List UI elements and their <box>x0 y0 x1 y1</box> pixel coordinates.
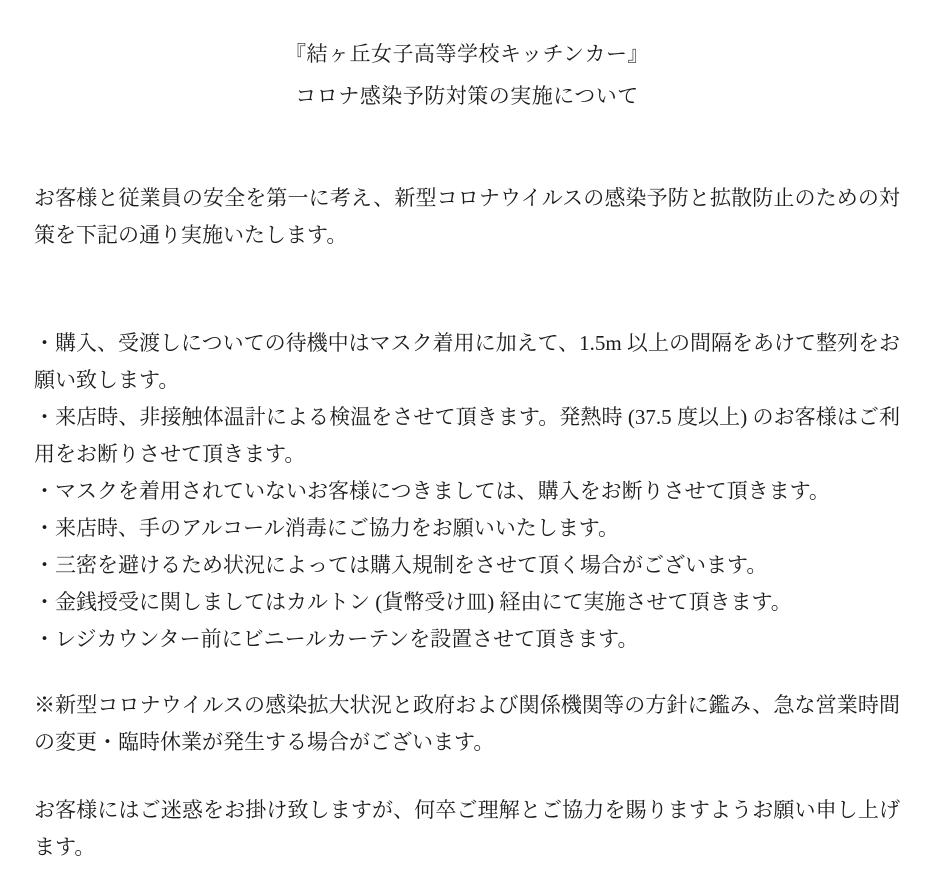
closing-paragraph: お客様にはご迷惑をお掛け致しますが、何卒ご理解とご協力を賜りますようお願い申し上げます。 <box>34 798 900 859</box>
measure-item-vinyl-curtain: ・レジカウンター前にビニールカーテンを設置させて頂きます。 <box>34 627 639 651</box>
measure-item-temperature-check: ・来店時、非接触体温計による検温をさせて頂きます。発熱時 (37.5 度以上) のお客様はご利用をお断りさせて頂きます。 <box>34 405 900 466</box>
title-line-1: 『結ヶ丘女子高等学校キッチンカー』 <box>284 42 650 66</box>
measure-item-cash-tray: ・金銭授受に関しましてはカルトン (貨幣受け皿) 経由にて実施させて頂きます。 <box>34 590 792 614</box>
document-title <box>34 0 900 117</box>
notice-paragraph: ※新型コロナウイルスの感染拡大状況と政府および関係機関等の方針に鑑み、急な営業時間の変更・臨時休業が発生する場合がございます。 <box>34 693 900 754</box>
measure-item-mask-required: ・マスクを着用されていないお客様につきましては、購入をお断りさせて頂きます。 <box>34 479 830 503</box>
title-line-2: コロナ感染予防対策の実施について <box>295 84 639 108</box>
measures-list <box>34 325 900 658</box>
measure-item-purchase-limit: ・三密を避けるため状況によっては購入規制をさせて頂く場合がございます。 <box>34 553 768 577</box>
intro-paragraph: お客様と従業員の安全を第一に考え、新型コロナウイルスの感染予防と拡散防止のための対策を下記の通り実施いたします。 <box>34 186 900 247</box>
measure-item-queue-spacing: ・購入、受渡しについての待機中はマスク着用に加えて、1.5m 以上の間隔をあけて整列をお願い致します。 <box>34 331 900 392</box>
measure-item-hand-sanitizer: ・来店時、手のアルコール消毒にご協力をお願いいたします。 <box>34 516 620 540</box>
